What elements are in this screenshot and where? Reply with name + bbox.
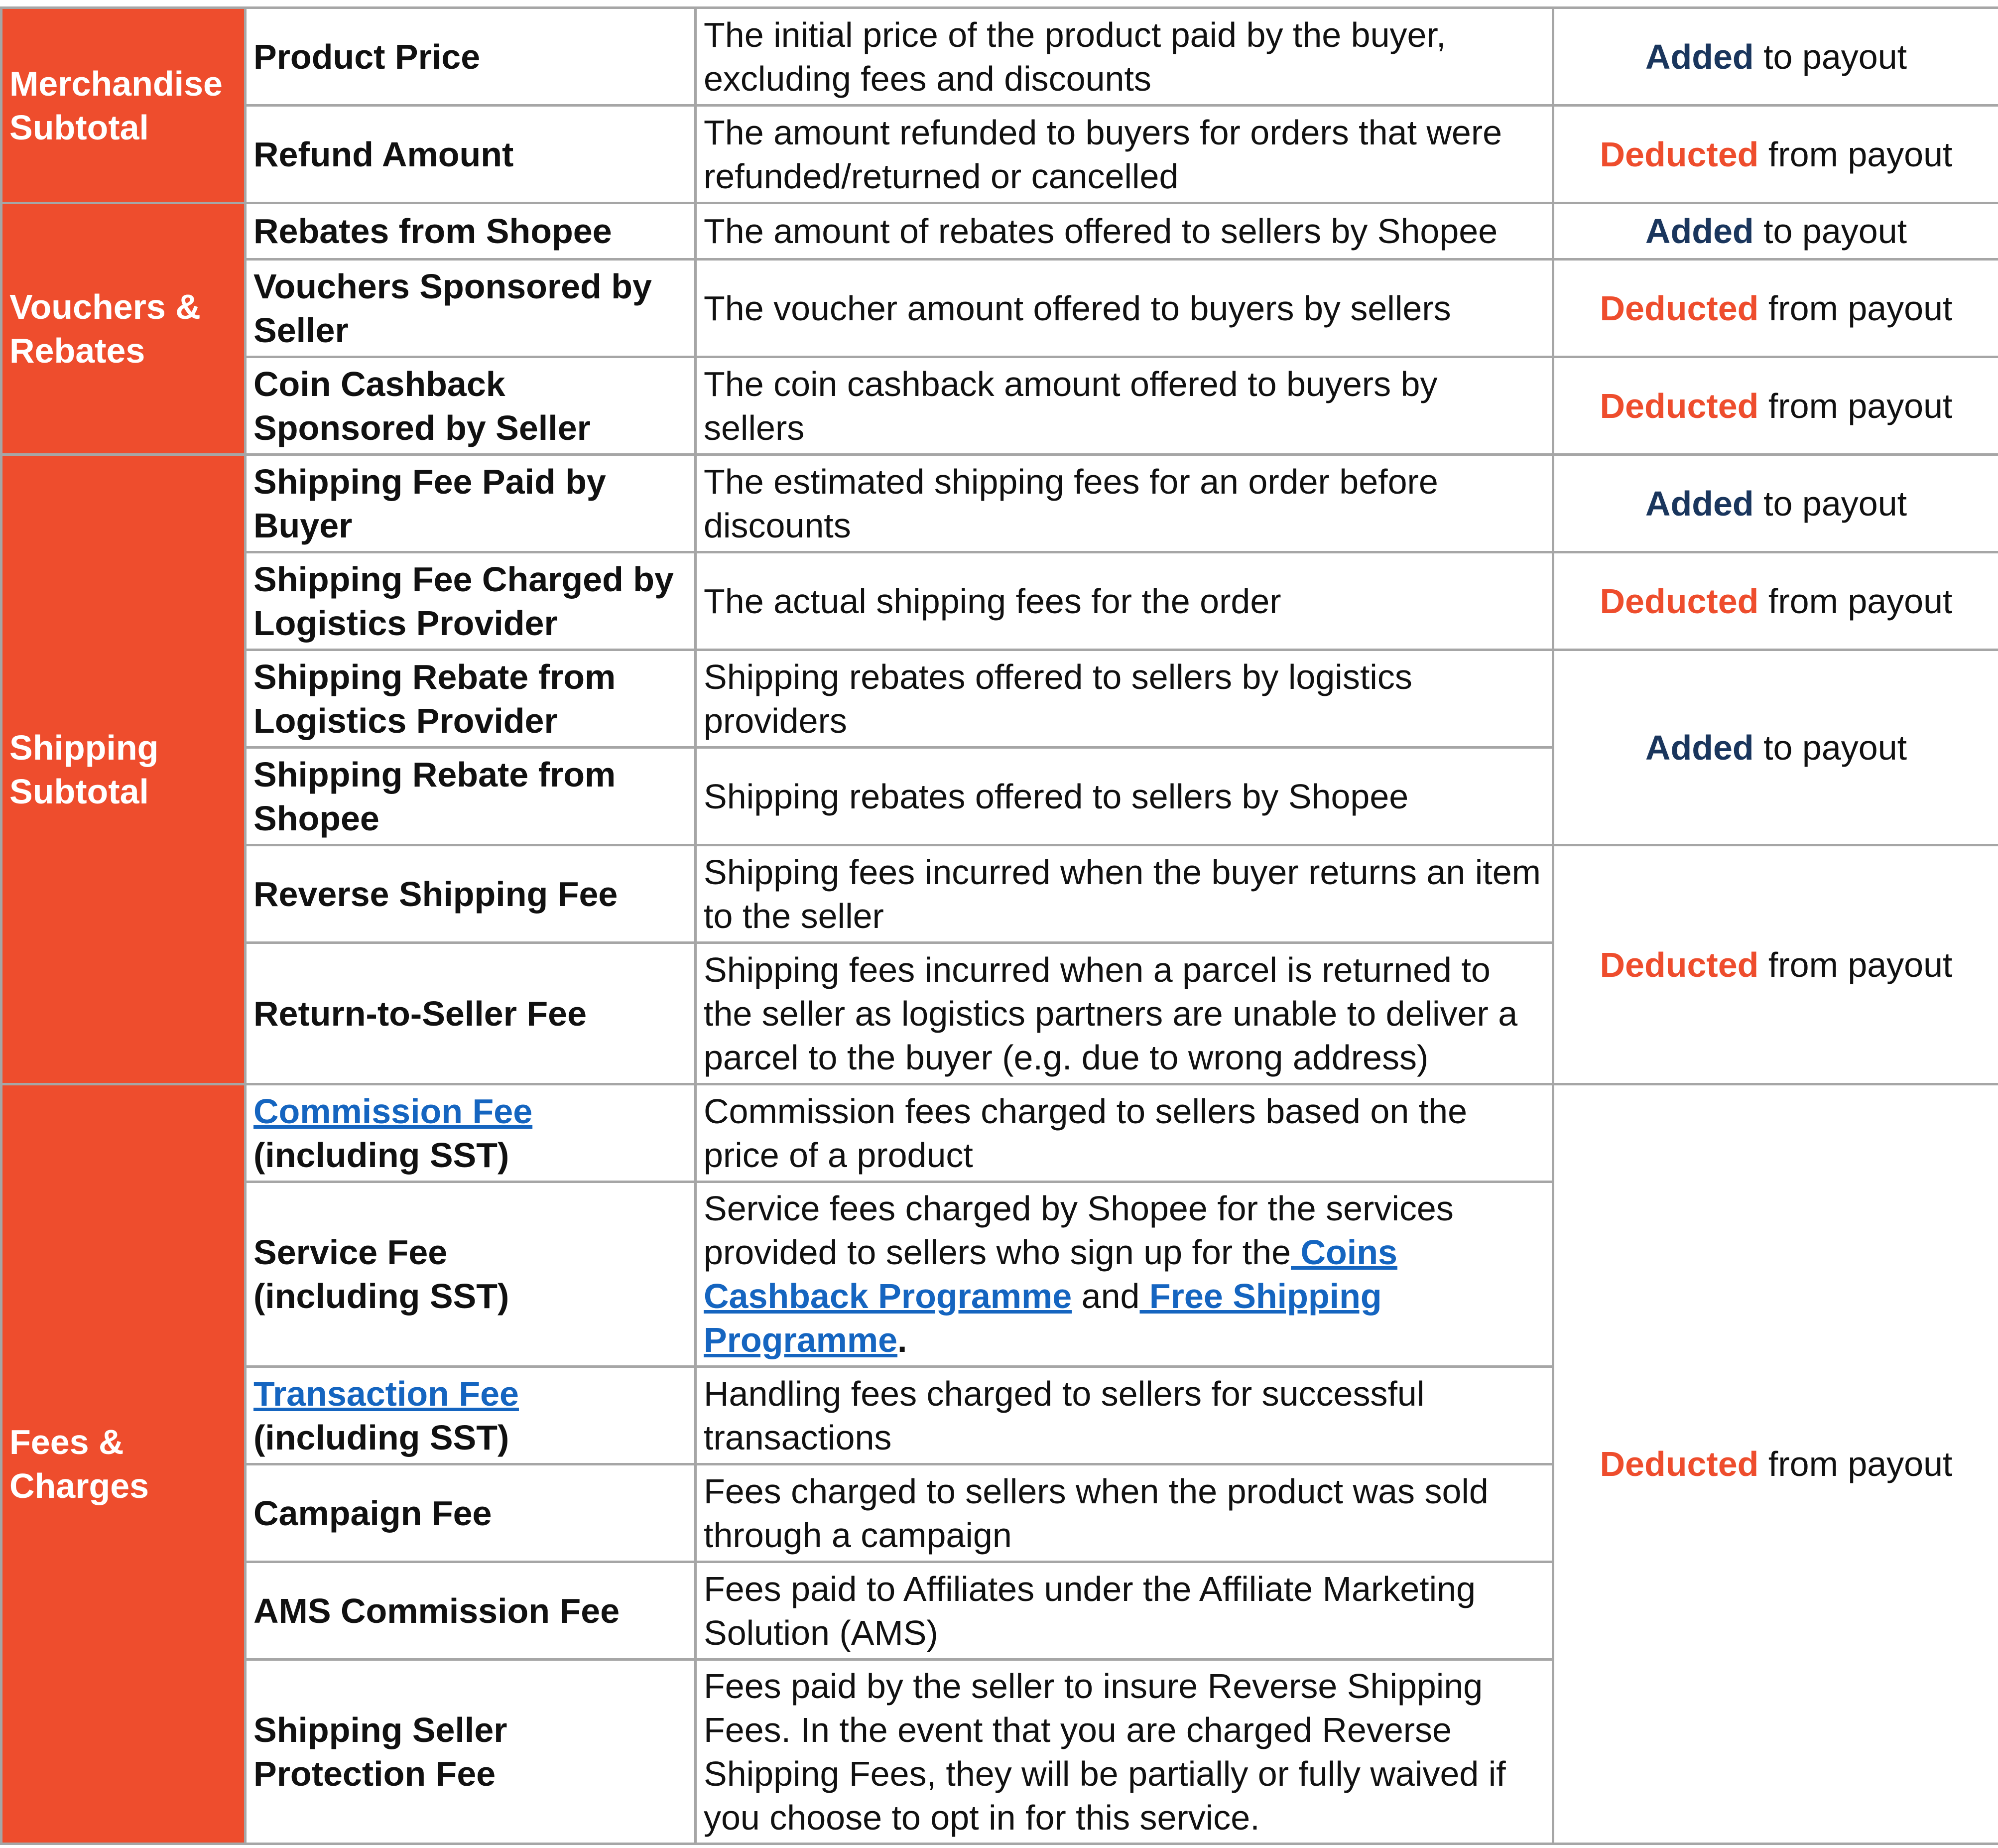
to-payout-label: to payout — [1763, 37, 1907, 76]
desc-refund-amount: The amount refunded to buyers for orders that were refunded/returned or cancelled — [696, 106, 1553, 203]
table-row — [1, 260, 1998, 357]
from-payout-label: from payout — [1768, 945, 1953, 984]
added-label: Added — [1645, 37, 1754, 76]
added-label: Added — [1645, 728, 1754, 767]
desc-return-to-seller-fee: Shipping fees incurred when a parcel is returned to the seller as logistics partners are unable to deliver a parcel to the buyer (e.g. due to wrong address) — [696, 943, 1553, 1084]
effect-cell — [1553, 260, 1998, 357]
from-payout-label: from payout — [1768, 134, 1953, 174]
from-payout-label: from payout — [1768, 1445, 1953, 1483]
table-row — [1, 650, 1998, 748]
deducted-label: Deducted — [1600, 1445, 1759, 1483]
desc-shipping-seller-protection-fee: Fees paid by the seller to insure Reverse Shipping Fees. In the event that you are charged Reverse Shipping Fees, they will be partially or fully waived if you choose to opt in for this service. — [696, 1660, 1553, 1844]
added-label: Added — [1645, 212, 1754, 251]
desc-shipping-rebate-shopee: Shipping rebates offered to sellers by Shopee — [696, 748, 1553, 845]
desc-coin-cashback: The coin cashback amount offered to buyers by sellers — [696, 357, 1553, 455]
table-row — [1, 357, 1998, 455]
category-merchandise-subtotal: Merchandise Subtotal — [1, 8, 246, 203]
from-payout-label: from payout — [1768, 288, 1953, 328]
free-shipping-programme-link[interactable]: Free Shipping Programme — [704, 1277, 1382, 1359]
category-fees-charges: Fees & Charges — [1, 1084, 246, 1844]
desc-rebates-from-shopee: The amount of rebates offered to sellers by Shopee — [696, 203, 1553, 260]
effect-cell — [1553, 845, 1998, 1084]
effect-cell — [1553, 8, 1998, 106]
item-shipping-seller-protection-fee: Shipping Seller Protection Fee — [246, 1660, 696, 1844]
table-row — [1, 106, 1998, 203]
category-shipping-subtotal: Shipping Subtotal — [1, 455, 246, 1084]
item-campaign-fee: Campaign Fee — [246, 1464, 696, 1562]
fee-breakdown-table — [0, 6, 1998, 1845]
deducted-label: Deducted — [1600, 581, 1759, 621]
deducted-label: Deducted — [1600, 386, 1759, 425]
deducted-label: Deducted — [1600, 945, 1759, 984]
item-shipping-rebate-shopee: Shipping Rebate from Shopee — [246, 748, 696, 845]
transaction-fee-link[interactable]: Transaction Fee — [253, 1374, 519, 1413]
service-desc-period: . — [897, 1320, 907, 1359]
desc-campaign-fee: Fees charged to sellers when the product was sold through a campaign — [696, 1464, 1553, 1562]
desc-shipping-charged-by-lp: The actual shipping fees for the order — [696, 552, 1553, 650]
table-row — [1, 1084, 1998, 1182]
table-row — [1, 203, 1998, 260]
effect-cell — [1553, 357, 1998, 455]
item-commission-fee — [246, 1084, 696, 1182]
effect-cell — [1553, 552, 1998, 650]
deducted-label: Deducted — [1600, 288, 1759, 328]
desc-service-fee — [696, 1182, 1553, 1367]
item-shipping-paid-by-buyer: Shipping Fee Paid by Buyer — [246, 455, 696, 552]
item-return-to-seller-fee: Return-to-Seller Fee — [246, 943, 696, 1084]
table-row — [1, 455, 1998, 552]
item-rebates-from-shopee: Rebates from Shopee — [246, 203, 696, 260]
table-row — [1, 845, 1998, 943]
deducted-label: Deducted — [1600, 134, 1759, 174]
item-reverse-shipping-fee: Reverse Shipping Fee — [246, 845, 696, 943]
desc-shipping-rebate-lp: Shipping rebates offered to sellers by logistics providers — [696, 650, 1553, 748]
effect-cell — [1553, 455, 1998, 552]
sst-note: (including SST) — [253, 1135, 509, 1175]
desc-product-price: The initial price of the product paid by the buyer, excluding fees and discounts — [696, 8, 1553, 106]
sst-note: (including SST) — [253, 1418, 509, 1457]
desc-reverse-shipping-fee: Shipping fees incurred when the buyer returns an item to the seller — [696, 845, 1553, 943]
to-payout-label: to payout — [1763, 212, 1907, 251]
coins-cashback-programme-link[interactable]: Coins Cashback Programme — [704, 1233, 1397, 1316]
item-vouchers-sponsored: Vouchers Sponsored by Seller — [246, 260, 696, 357]
added-label: Added — [1645, 484, 1754, 523]
desc-ams-commission-fee: Fees paid to Affiliates under the Affiliate Marketing Solution (AMS) — [696, 1562, 1553, 1660]
sst-note: (including SST) — [253, 1277, 509, 1316]
from-payout-label: from payout — [1768, 581, 1953, 621]
item-service-fee — [246, 1182, 696, 1367]
desc-transaction-fee: Handling fees charged to sellers for successful transactions — [696, 1367, 1553, 1464]
category-vouchers-rebates: Vouchers & Rebates — [1, 203, 246, 455]
table-row — [1, 8, 1998, 106]
item-coin-cashback: Coin Cashback Sponsored by Seller — [246, 357, 696, 455]
item-product-price: Product Price — [246, 8, 696, 106]
effect-cell — [1553, 106, 1998, 203]
item-ams-commission-fee: AMS Commission Fee — [246, 1562, 696, 1660]
service-desc-and: and — [1072, 1277, 1140, 1316]
to-payout-label: to payout — [1763, 484, 1907, 523]
effect-cell — [1553, 650, 1998, 845]
desc-vouchers-sponsored: The voucher amount offered to buyers by sellers — [696, 260, 1553, 357]
item-refund-amount: Refund Amount — [246, 106, 696, 203]
table-row — [1, 552, 1998, 650]
service-desc-text: Service fees charged by Shopee for the services provided to sellers who sign up for the — [704, 1189, 1454, 1272]
to-payout-label: to payout — [1763, 728, 1907, 767]
item-transaction-fee — [246, 1367, 696, 1464]
item-shipping-charged-by-lp: Shipping Fee Charged by Logistics Provider — [246, 552, 696, 650]
commission-fee-link[interactable]: Commission Fee — [253, 1091, 533, 1131]
item-shipping-rebate-lp: Shipping Rebate from Logistics Provider — [246, 650, 696, 748]
service-fee-label: Service Fee — [253, 1233, 448, 1272]
desc-shipping-paid-by-buyer: The estimated shipping fees for an order before discounts — [696, 455, 1553, 552]
effect-cell — [1553, 203, 1998, 260]
from-payout-label: from payout — [1768, 386, 1953, 425]
desc-commission-fee: Commission fees charged to sellers based on the price of a product — [696, 1084, 1553, 1182]
effect-cell — [1553, 1084, 1998, 1844]
